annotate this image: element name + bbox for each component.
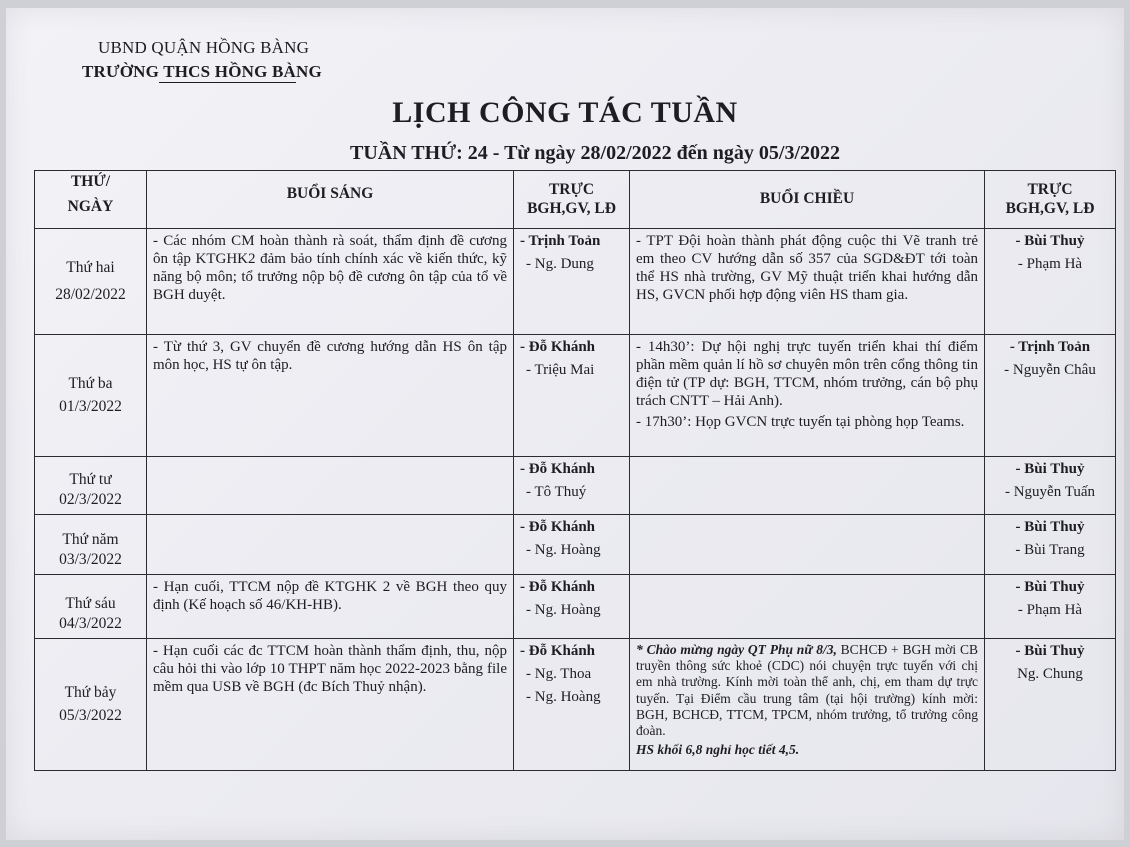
table-header-row — [35, 171, 1116, 229]
afternoon-duty-cell — [985, 575, 1116, 639]
duty-lead: - Bùi Thuỷ — [1015, 579, 1085, 595]
afternoon-duty-cell — [985, 229, 1116, 335]
duty-member: - Nguyễn Tuấn — [1004, 484, 1095, 500]
duty-lead: - Đỗ Khánh — [520, 461, 596, 477]
header-duty2-line2: BGH,GV, LĐ — [1005, 199, 1095, 217]
afternoon-duty-cell — [985, 457, 1116, 515]
day-cell — [35, 457, 147, 515]
day-date: 02/3/2022 — [59, 491, 122, 509]
header-afternoon: BUỔI CHIỀU — [630, 171, 985, 229]
afternoon-cell — [630, 639, 985, 771]
duty-member: - Tô Thuý — [526, 484, 587, 500]
morning-cell — [147, 515, 514, 575]
afternoon-duty-cell — [985, 515, 1116, 575]
morning-cell: - Hạn cuối, TTCM nộp đề KTGHK 2 về BGH theo quy định (Kế hoạch số 46/KH-HB). — [147, 575, 514, 639]
afternoon-cell: - TPT Đội hoàn thành phát động cuộc thi Vẽ tranh trẻ em theo CV hướng dẫn số 357 của SGD&ĐT tới toàn thể HS nhà trường, GV Mỹ thuật triển khai hướng dẫn HS, GVCN phối hợp động viên HS tham gia. — [630, 229, 985, 335]
header-day — [35, 171, 147, 229]
org-name: UBND QUẬN HỒNG BÀNG — [98, 38, 310, 57]
duty-lead: - Bùi Thuỷ — [1015, 233, 1085, 249]
afternoon-item — [636, 642, 978, 739]
table-row — [35, 335, 1116, 457]
afternoon-cell — [630, 575, 985, 639]
morning-cell: - Các nhóm CM hoàn thành rà soát, thẩm định đề cương ôn tập KTGHK2 đảm bảo tính chính xác về kiến thức, kỹ năng bộ môn; tổ trưởng nộp bộ đề cương ôn tập của tổ về BGH duyệt. — [147, 229, 514, 335]
afternoon-duty-cell — [985, 639, 1116, 771]
day-cell — [35, 515, 147, 575]
morning-cell: - Từ thứ 3, GV chuyển đề cương hướng dẫn HS ôn tập môn học, HS tự ôn tập. — [147, 335, 514, 457]
duty-lead: - Đỗ Khánh — [520, 339, 596, 355]
table-row — [35, 457, 1116, 515]
day-date: 04/3/2022 — [59, 615, 122, 633]
duty-lead: - Bùi Thuỷ — [1015, 519, 1085, 535]
duty-member: - Ng. Hoàng — [526, 689, 601, 705]
table-row — [35, 515, 1116, 575]
header-duty-line2: BGH,GV, LĐ — [527, 199, 616, 217]
day-name: Thứ năm — [62, 530, 119, 548]
school-name — [82, 62, 322, 82]
header-duty-morning — [514, 171, 630, 229]
day-name: Thứ sáu — [65, 594, 116, 612]
duty-member: - Triệu Mai — [526, 362, 595, 378]
table-row — [35, 639, 1116, 771]
afternoon-cell — [630, 335, 985, 457]
day-cell — [35, 335, 147, 457]
duty-member: - Ng. Dung — [526, 256, 594, 272]
day-cell — [35, 639, 147, 771]
morning-duty-cell — [514, 639, 630, 771]
day-date: 03/3/2022 — [59, 551, 122, 569]
duty-lead: - Đỗ Khánh — [520, 643, 596, 659]
day-name: Thứ tư — [69, 470, 112, 488]
header-day-line1: THỨ/ — [70, 173, 111, 190]
header-duty-line1: TRỰC — [548, 180, 595, 198]
afternoon-body: BCHCĐ + BGH mời CB truyền thông sức khoẻ (CDC) nói chuyện trực tuyến với chị em nhà trường. Kính mời toàn thể anh, chị, em tham dự trực tuyến. Tại Điểm cầu trung tâm (tại hội trường) kính mời: BGH, BCHCĐ, TTCM, TPCM, nhóm trưởng, tổ trưởng công đoàn. — [636, 642, 979, 738]
day-name: Thứ hai — [66, 258, 115, 276]
week-subtitle: TUẦN THỨ: 24 - Từ ngày 28/02/2022 đến ngày 05/3/2022 — [349, 142, 841, 164]
duty-lead: - Trịnh Toản — [1009, 339, 1091, 355]
afternoon-cell — [630, 457, 985, 515]
morning-duty-cell — [514, 575, 630, 639]
afternoon-duty-cell — [985, 335, 1116, 457]
afternoon-item: - 14h30’: Dự hội nghị trực tuyến triển khai thí điểm phần mềm quản lí hồ sơ chuyên môn trên cổng thông tin điện tử (TP dự: BGH, TTCM, nhóm trưởng, cán bộ phụ trách CNTT – Hải Anh). — [636, 339, 978, 409]
day-name: Thứ ba — [68, 374, 113, 392]
duty-member: Ng. Chung — [1017, 666, 1083, 682]
duty-member: - Ng. Thoa — [526, 666, 592, 682]
day-date: 28/02/2022 — [55, 285, 126, 303]
duty-lead: - Bùi Thuỷ — [1015, 461, 1085, 477]
school-suffix: NG — [295, 62, 322, 81]
afternoon-highlight: * Chào mừng ngày QT Phụ nữ 8/3, — [636, 642, 837, 657]
morning-cell — [147, 457, 514, 515]
duty-lead: - Bùi Thuỷ — [1015, 643, 1085, 659]
document-title: LỊCH CÔNG TÁC TUẦN — [392, 96, 738, 129]
morning-duty-cell — [514, 335, 630, 457]
header-duty-afternoon — [985, 171, 1116, 229]
morning-duty-cell — [514, 515, 630, 575]
schedule-table — [34, 170, 1116, 771]
header-duty2-line1: TRỰC — [1027, 180, 1073, 198]
table-row — [35, 575, 1116, 639]
morning-duty-cell — [514, 229, 630, 335]
day-date: 05/3/2022 — [59, 706, 122, 724]
day-name: Thứ bảy — [64, 683, 117, 701]
duty-member: - Ng. Hoàng — [526, 602, 601, 618]
table-row — [35, 229, 1116, 335]
morning-duty-cell — [514, 457, 630, 515]
day-date: 01/3/2022 — [59, 397, 122, 415]
school-underlined: THCS HỒNG BÀ — [159, 62, 296, 81]
header-day-line2: NGÀY — [67, 197, 114, 215]
duty-lead: - Trịnh Toản — [520, 233, 601, 249]
morning-cell: - Hạn cuối các đc TTCM hoàn thành thẩm định, thu, nộp câu hỏi thi vào lớp 10 THPT năm học 2022-2023 bằng file mềm qua USB về BGH (đc Bích Thuỷ nhận). — [147, 639, 514, 771]
duty-member: - Nguyễn Châu — [1004, 362, 1096, 378]
duty-lead: - Đỗ Khánh — [520, 519, 596, 535]
duty-lead: - Đỗ Khánh — [520, 579, 596, 595]
afternoon-item: - 17h30’: Họp GVCN trực tuyến tại phòng họp Teams. — [636, 414, 965, 430]
duty-member: - Bùi Trang — [1015, 542, 1085, 558]
header-morning: BUỔI SÁNG — [147, 171, 514, 229]
duty-member: - Ng. Hoàng — [526, 542, 601, 558]
day-cell — [35, 575, 147, 639]
school-prefix: TRƯỜNG — [82, 62, 160, 81]
afternoon-note: HS khối 6,8 nghỉ học tiết 4,5. — [636, 742, 800, 758]
day-cell — [35, 229, 147, 335]
duty-member: - Phạm Hà — [1017, 256, 1083, 272]
afternoon-cell — [630, 515, 985, 575]
duty-member: - Phạm Hà — [1017, 602, 1083, 618]
